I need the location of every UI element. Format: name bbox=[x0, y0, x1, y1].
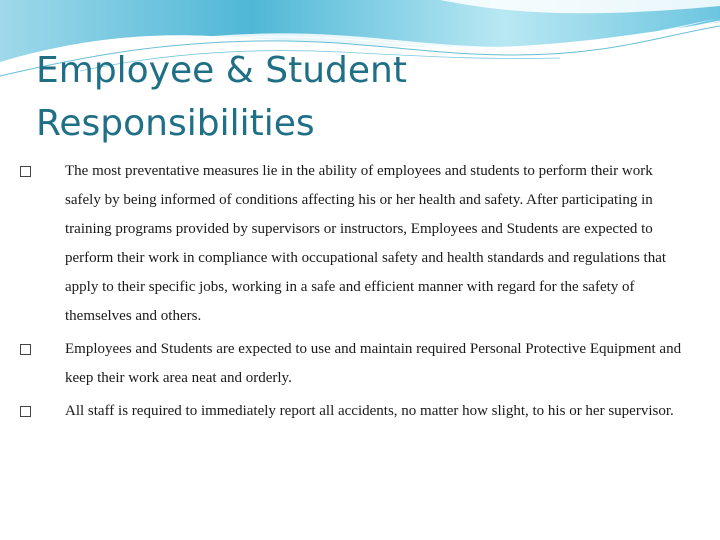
bullet-list bbox=[20, 157, 690, 430]
square-bullet-icon bbox=[20, 344, 31, 355]
slide-title-line-2: Responsibilities bbox=[36, 103, 315, 144]
square-bullet-icon bbox=[20, 166, 31, 177]
bullet-item-1 bbox=[20, 157, 690, 331]
slide-title-line-1: Employee & Student bbox=[36, 50, 407, 91]
slide-title bbox=[36, 44, 676, 150]
bullet-item-2 bbox=[20, 335, 690, 393]
bullet-item-3 bbox=[20, 397, 690, 426]
square-bullet-icon bbox=[20, 406, 31, 417]
bullet-text-1: The most preventative measures lie in the ability of employees and students to perform their work safely by being informed of conditions affecting his or her health and safety. After participating in training programs provided by supervisors or instructors, Employees and Students are expected to perform their work in compliance with occupational safety and health standards and regulations that apply to their specific jobs, working in a safe and efficient manner with regard for the safety of themselves and others. bbox=[65, 163, 667, 324]
bullet-text-3: All staff is required to immediately report all accidents, no matter how slight, to his or her supervisor. bbox=[65, 403, 674, 419]
bullet-text-2: Employees and Students are expected to use and maintain required Personal Protective Equipment and keep their work area neat and orderly. bbox=[65, 341, 682, 386]
